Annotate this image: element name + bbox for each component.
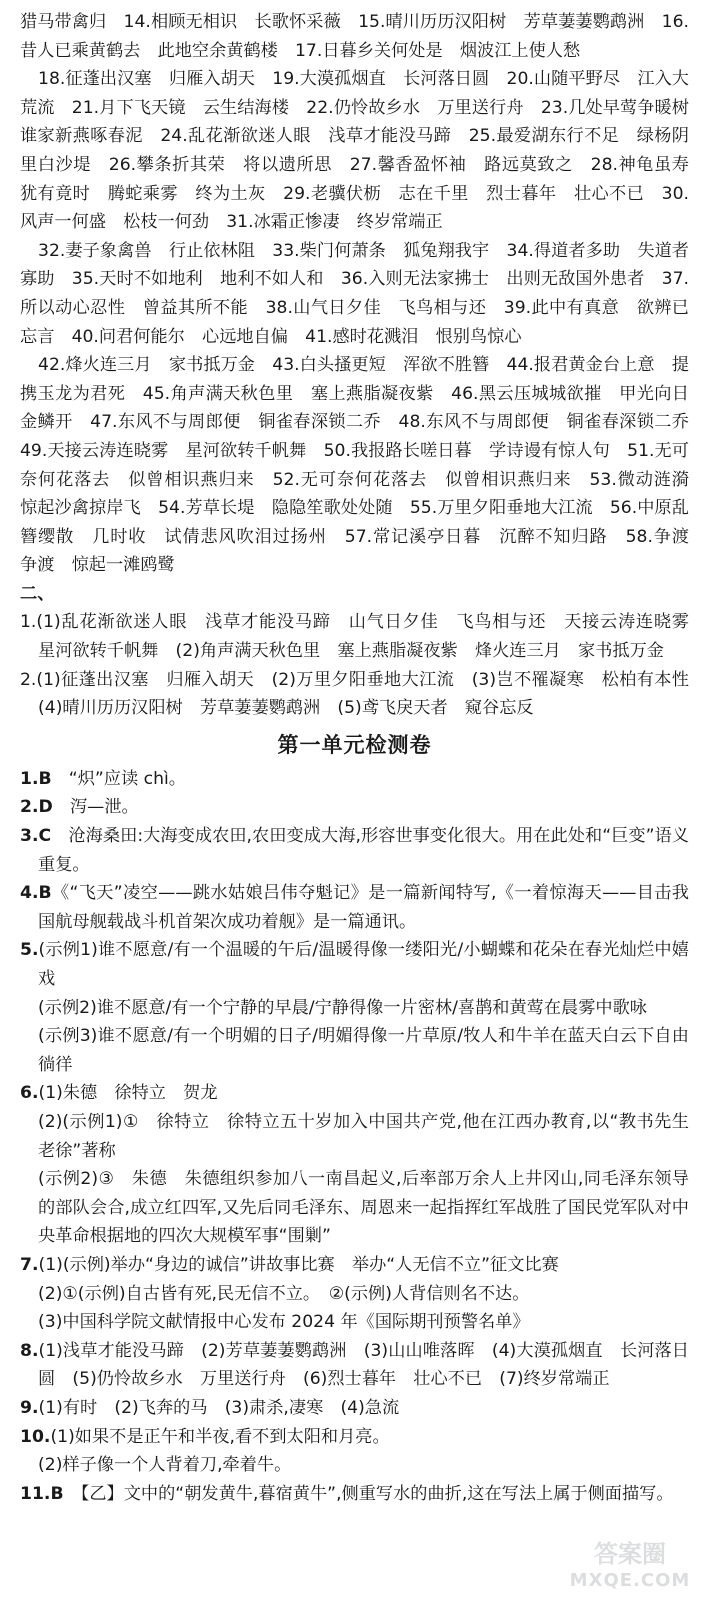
answer-text: 沧海桑田:大海变成农田,农田变成大海,形容世事变化很大。用在此处和“巨变”语义重复。 (38, 826, 689, 875)
item-text: (1)乱花渐欲迷人眼 浅草才能没马蹄 山气日夕佳 飞鸟相与还 天接云涛连晓雾 星河欲转千帆舞 (2)角声满天秋色里 塞上燕脂凝夜紫 烽火连三月 家书抵万金 (36, 612, 707, 662)
poetry-paragraph: 18.征蓬出汉塞 归雁入胡天 19.大漠孤烟直 长河落日圆 20.山随平野尽 江入大荒流 21.月下飞天镜 云生结海楼 22.仍怜故乡水 万里送行舟 23.几处早莺争暖树 谁家新燕啄春泥 24.乱花渐欲迷人眼 浅草才能没马蹄 25.最爱湖东行不足 绿杨阴里白沙堤 26.攀条折其荣 将以遗所思 27.馨香盈怀袖 路远莫致之 28.神龟虽寿 犹有竟时 腾蛇乘雾 终为土灰 29.老骥伏枥 志在千里 烈士暮年 壮心不已 30.风声一何盛 松枝一何劲 31.冰霜正惨凄 终岁常端正 (20, 69, 707, 233)
answer-text: 泻—泄。 (69, 797, 139, 818)
answer-subline: (示例2)③ 朱德 朱德组织参加八一南昌起义,后率部万余人上井冈山,同毛泽东领导的部队会合,成立红四军,又先后同毛泽东、周恩来一起指挥红军战胜了国民党军队对中央革命根据地的四次大规模军事“围剿” (38, 1169, 689, 1247)
list-item (20, 666, 707, 723)
answer-item (20, 1079, 689, 1108)
answer-text: 【乙】文中的“朝发黄牛,暮宿黄牛”,侧重写水的曲折,这在写法上属于侧面描写。 (80, 1483, 674, 1504)
answer-number: 1.B (20, 768, 52, 789)
part2-items (20, 608, 707, 722)
answer-number: 9. (20, 1397, 39, 1418)
poetry-paragraph: 32.妻子象禽兽 行止依林阻 33.柴门何萧条 狐兔翔我宇 34.得道者多助 失道者寡助 35.天时不如地利 地利不如人和 36.入则无法家拂士 出则无敌国外患者 37.所以动心忍性 曾益其所不能 38.山气日夕佳 飞鸟相与还 39.此中有真意 欲辨已忘言 40.问君何能尔 心远地自偏 41.感时花溅泪 恨别鸟惊心 (20, 240, 689, 347)
list-item (20, 608, 707, 665)
answer-subline: (2)(示例1)① 徐特立 徐特立五十岁加入中国共产党,他在江西办教育,以“教书先生老徐”著称 (38, 1111, 689, 1161)
item-number: 2. (20, 669, 37, 690)
answer-number: 11.B (20, 1483, 64, 1504)
answer-number: 7. (20, 1254, 39, 1275)
watermark-logo (565, 1532, 695, 1594)
answer-item (20, 793, 689, 822)
answer-subline: (2)样子像一个人背着刀,牵着牛。 (38, 1455, 292, 1476)
answer-number: 8. (20, 1340, 39, 1361)
watermark-line2: MXQE.COM (569, 1570, 691, 1591)
answer-text: (示例1)谁不愿意/有一个温暖的午后/温暖得像一缕阳光/小蝴蝶和花朵在春光灿烂中嬉戏 (38, 940, 689, 989)
answer-item (20, 1480, 689, 1509)
answer-subline: (2)①(示例)自古皆有死,民无信不立。 ②(示例)人背信则名不达。 (38, 1283, 530, 1304)
answer-item (20, 822, 689, 879)
answer-text: (1)如果不是正午和半夜,看不到太阳和月亮。 (50, 1426, 390, 1447)
answer-item (20, 1251, 689, 1280)
poetry-paragraph: 42.烽火连三月 家书抵万金 43.白头搔更短 浑欲不胜簪 44.报君黄金台上意 提携玉龙为君死 45.角声满天秋色里 塞上燕脂凝夜紫 46.黑云压城城欲摧 甲光向日金鳞开 47.东风不与周郎便 铜雀春深锁二乔 48.东风不与周郎便 铜雀春深锁二乔 49.天接云涛连晓雾 星河欲转千帆舞 50.我报路长嗟日暮 学诗谩有惊人句 51.无可奈何花落去 似曾相识燕归来 52.无可奈何花落去 似曾相识燕归来 53.微动涟漪 惊起沙禽掠岸飞 54.芳草长堤 隐隐笙歌处处随 55.万里夕阳垂地大江流 56.中原乱 簪缨散 几时收 试倩悲风吹泪过扬州 57.常记溪亭日暮 沉醉不知归路 58.争渡 争渡 惊起一滩鸥鹭 (20, 355, 707, 576)
part1-poetry-answers (20, 8, 707, 580)
watermark-line1: 答案圈 (594, 1540, 666, 1568)
section-heading-two: 二、 (20, 583, 55, 604)
answer-item (20, 1423, 689, 1452)
answer-number: 2.D (20, 797, 53, 818)
answer-number: 10. (20, 1426, 51, 1447)
item-text: (1)征蓬出汉塞 归雁入胡天 (2)万里夕阳垂地大江流 (3)岂不罹凝寒 松柏有本性 (4)晴川历历汉阳树 芳草萋萋鹦鹉洲 (5)鸢飞戾天者 窥谷忘反 (36, 669, 707, 719)
answer-text: (1)朱德 徐特立 贺龙 (38, 1083, 218, 1104)
poetry-paragraph: 猎马带禽归 14.相顾无相识 长歌怀采薇 15.晴川历历汉阳树 芳草萋萋鹦鹉洲 16.昔人已乘黄鹤去 此地空余黄鹤楼 17.日暮乡关何处是 烟波江上使人愁 (20, 12, 689, 61)
answer-text: 《“飞天”凌空——跳水姑娘吕伟夺魁记》是一篇新闻特写,《一着惊海天——目击我国航母舰载战斗机首架次成功着舰》是一篇通讯。 (38, 883, 689, 932)
answer-item (20, 1337, 689, 1394)
answer-text: “炽”应读 chì。 (68, 768, 186, 789)
item-number: 1. (20, 612, 37, 633)
answer-subline: (示例2)谁不愿意/有一个宁静的早晨/宁静得像一片密林/喜鹊和黄莺在晨雾中歌咏 (38, 997, 647, 1018)
answers-list (20, 765, 689, 1508)
answer-number: 3.C (20, 826, 52, 847)
answer-number: 5. (20, 940, 39, 961)
answer-number: 4.B (20, 883, 52, 904)
answer-item (20, 765, 689, 794)
answer-item (20, 936, 689, 993)
answer-item (20, 1394, 689, 1423)
answer-number: 6. (20, 1083, 39, 1104)
section-title: 第一单元检测卷 (277, 732, 432, 757)
answer-subline: (示例3)谁不愿意/有一个明媚的日子/明媚得像一片草原/牧人和牛羊在蓝天白云下自由徜徉 (38, 1026, 689, 1075)
answer-subline: (3)中国科学院文献情报中心发布 2024 年《国际期刊预警名单》 (38, 1312, 530, 1333)
answer-text: (1)有时 (2)飞奔的马 (3)肃杀,凄寒 (4)急流 (38, 1397, 400, 1418)
answer-text: (1)(示例)举办“身边的诚信”讲故事比赛 举办“人无信不立”征文比赛 (38, 1254, 559, 1275)
answer-item (20, 879, 689, 936)
answer-text: (1)浅草才能没马蹄 (2)芳草萋萋鹦鹉洲 (3)山山唯落晖 (4)大漠孤烟直 长河落日圆 (5)仍怜故乡水 万里送行舟 (6)烈士暮年 壮心不已 (7)终岁常端正 (38, 1340, 689, 1390)
